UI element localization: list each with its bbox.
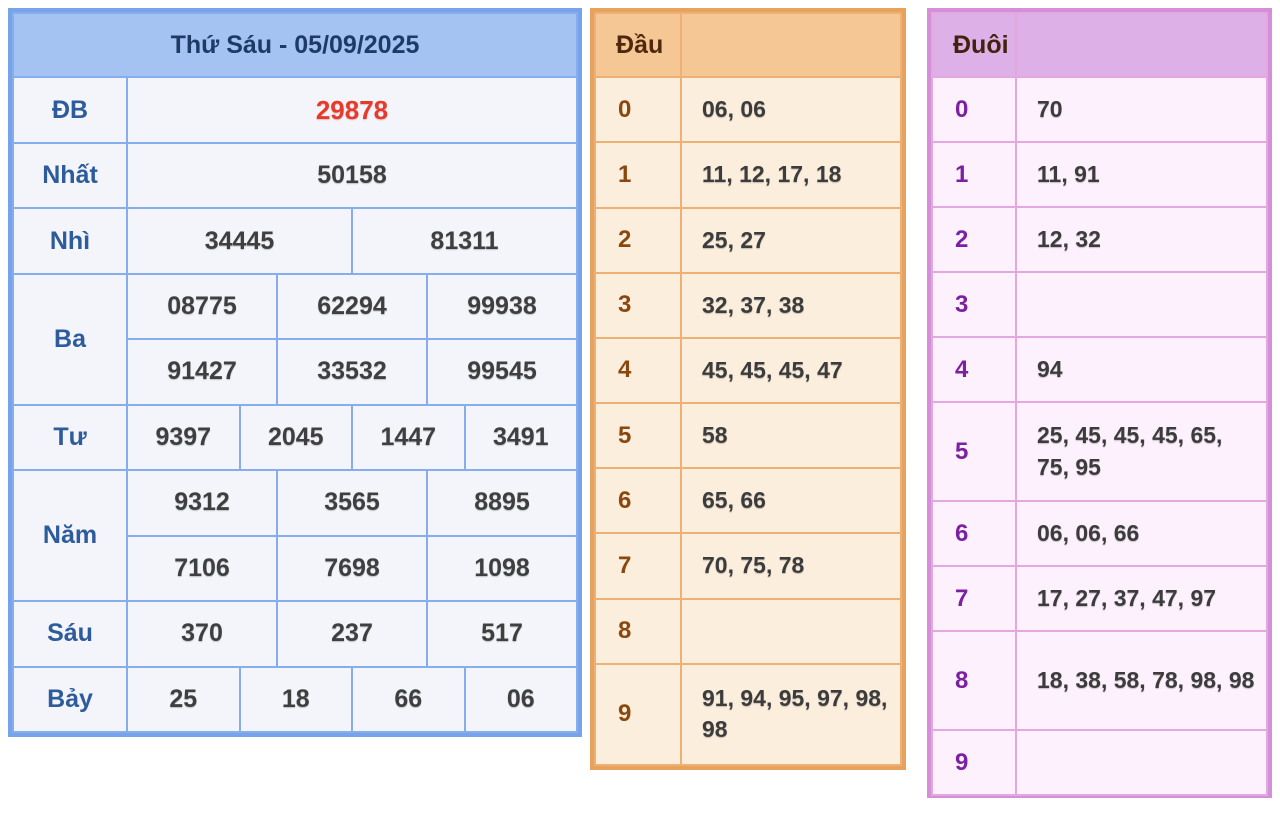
- dau-digit: 9: [595, 664, 681, 765]
- prize-row-db: [13, 77, 577, 142]
- dau-values: 91, 94, 95, 97, 98, 98: [681, 664, 901, 765]
- prize-value: 34445: [127, 208, 352, 273]
- dau-values: 65, 66: [681, 468, 901, 533]
- dau-digit: 3: [595, 273, 681, 338]
- dau-row-5: [595, 403, 901, 468]
- prize-label-sau: Sáu: [13, 601, 127, 666]
- duoi-header-label: Đuôi: [932, 13, 1016, 77]
- prize-value: 7106: [127, 536, 277, 601]
- duoi-digit: 7: [932, 566, 1016, 631]
- dau-digit: 6: [595, 468, 681, 533]
- prize-value: 62294: [277, 274, 427, 339]
- prize-label-db: ĐB: [13, 77, 127, 142]
- prize-label-bay: Bảy: [13, 667, 127, 732]
- prize-value: 237: [277, 601, 427, 666]
- prize-value: 99938: [427, 274, 577, 339]
- dau-values: 58: [681, 403, 901, 468]
- duoi-digit: 4: [932, 337, 1016, 402]
- dau-row-3: [595, 273, 901, 338]
- prize-label-ba: Ba: [13, 274, 127, 405]
- dau-header-label: Đầu: [595, 13, 681, 77]
- prize-value: 33532: [277, 339, 427, 404]
- dau-row-2: [595, 208, 901, 273]
- result-header-row: [13, 13, 577, 77]
- dau-row-8: [595, 599, 901, 664]
- duoi-digit: 2: [932, 207, 1016, 272]
- prize-value: 1447: [352, 405, 465, 470]
- prize-value: 7698: [277, 536, 427, 601]
- duoi-header-row: [932, 13, 1267, 77]
- dau-values: 06, 06: [681, 77, 901, 142]
- prize-value: 3491: [465, 405, 578, 470]
- dau-header-row: [595, 13, 901, 77]
- dau-digit: 1: [595, 142, 681, 207]
- dau-row-1: [595, 142, 901, 207]
- duoi-row-6: [932, 501, 1267, 566]
- prize-row-ba-1: [13, 274, 577, 339]
- duoi-digit: 6: [932, 501, 1016, 566]
- prize-row-bay: [13, 667, 577, 732]
- prize-value: 08775: [127, 274, 277, 339]
- dau-digit: 5: [595, 403, 681, 468]
- prize-row-nhat: [13, 143, 577, 208]
- duoi-values: 25, 45, 45, 45, 65, 75, 95: [1016, 402, 1267, 501]
- duoi-values: 18, 38, 58, 78, 98, 98: [1016, 631, 1267, 730]
- duoi-values: 11, 91: [1016, 142, 1267, 207]
- prize-label-nhat: Nhất: [13, 143, 127, 208]
- duoi-digit: 1: [932, 142, 1016, 207]
- duoi-header-spacer: [1016, 13, 1267, 77]
- duoi-digit: 9: [932, 730, 1016, 795]
- prize-value: 25: [127, 667, 240, 732]
- dau-row-6: [595, 468, 901, 533]
- prize-value: 66: [352, 667, 465, 732]
- prize-label-nhi: Nhì: [13, 208, 127, 273]
- duoi-values: 06, 06, 66: [1016, 501, 1267, 566]
- prize-row-nhi: [13, 208, 577, 273]
- duoi-table: [927, 8, 1272, 798]
- duoi-values: 94: [1016, 337, 1267, 402]
- duoi-row-7: [932, 566, 1267, 631]
- dau-header-spacer: [681, 13, 901, 77]
- dau-row-7: [595, 533, 901, 598]
- prize-value: 91427: [127, 339, 277, 404]
- duoi-row-4: [932, 337, 1267, 402]
- duoi-digit: 5: [932, 402, 1016, 501]
- prize-value: 1098: [427, 536, 577, 601]
- duoi-digit: 3: [932, 272, 1016, 337]
- duoi-row-8: [932, 631, 1267, 730]
- dau-values: 70, 75, 78: [681, 533, 901, 598]
- result-title: Thứ Sáu - 05/09/2025: [13, 13, 577, 77]
- dau-digit: 7: [595, 533, 681, 598]
- dau-values: [681, 599, 901, 664]
- dau-digit: 2: [595, 208, 681, 273]
- prize-value: 81311: [352, 208, 577, 273]
- result-table: [8, 8, 582, 737]
- duoi-values: [1016, 272, 1267, 337]
- prize-value: 2045: [240, 405, 353, 470]
- duoi-row-5: [932, 402, 1267, 501]
- duoi-digit: 0: [932, 77, 1016, 142]
- dau-row-0: [595, 77, 901, 142]
- dau-digit: 0: [595, 77, 681, 142]
- dau-table: [590, 8, 906, 770]
- duoi-values: 12, 32: [1016, 207, 1267, 272]
- prize-value: 06: [465, 667, 578, 732]
- dau-values: 45, 45, 45, 47: [681, 338, 901, 403]
- prize-value: 3565: [277, 470, 427, 535]
- dau-digit: 8: [595, 599, 681, 664]
- prize-label-nam: Năm: [13, 470, 127, 601]
- duoi-row-9: [932, 730, 1267, 795]
- prize-value: 18: [240, 667, 353, 732]
- prize-value: 9397: [127, 405, 240, 470]
- duoi-row-2: [932, 207, 1267, 272]
- dau-digit: 4: [595, 338, 681, 403]
- dau-values: 32, 37, 38: [681, 273, 901, 338]
- dau-row-4: [595, 338, 901, 403]
- prize-value: 99545: [427, 339, 577, 404]
- duoi-row-1: [932, 142, 1267, 207]
- prize-value: 370: [127, 601, 277, 666]
- dau-values: 25, 27: [681, 208, 901, 273]
- prize-value: 8895: [427, 470, 577, 535]
- duoi-digit: 8: [932, 631, 1016, 730]
- duoi-values: 70: [1016, 77, 1267, 142]
- prize-row-nam-1: [13, 470, 577, 535]
- prize-row-tu: [13, 405, 577, 470]
- prize-label-tu: Tư: [13, 405, 127, 470]
- prize-value: 9312: [127, 470, 277, 535]
- duoi-values: 17, 27, 37, 47, 97: [1016, 566, 1267, 631]
- prize-value: 50158: [127, 143, 577, 208]
- dau-values: 11, 12, 17, 18: [681, 142, 901, 207]
- prize-row-sau: [13, 601, 577, 666]
- prize-value-special: 29878: [127, 77, 577, 142]
- duoi-values: [1016, 730, 1267, 795]
- duoi-row-0: [932, 77, 1267, 142]
- duoi-row-3: [932, 272, 1267, 337]
- prize-value: 517: [427, 601, 577, 666]
- dau-row-9: [595, 664, 901, 765]
